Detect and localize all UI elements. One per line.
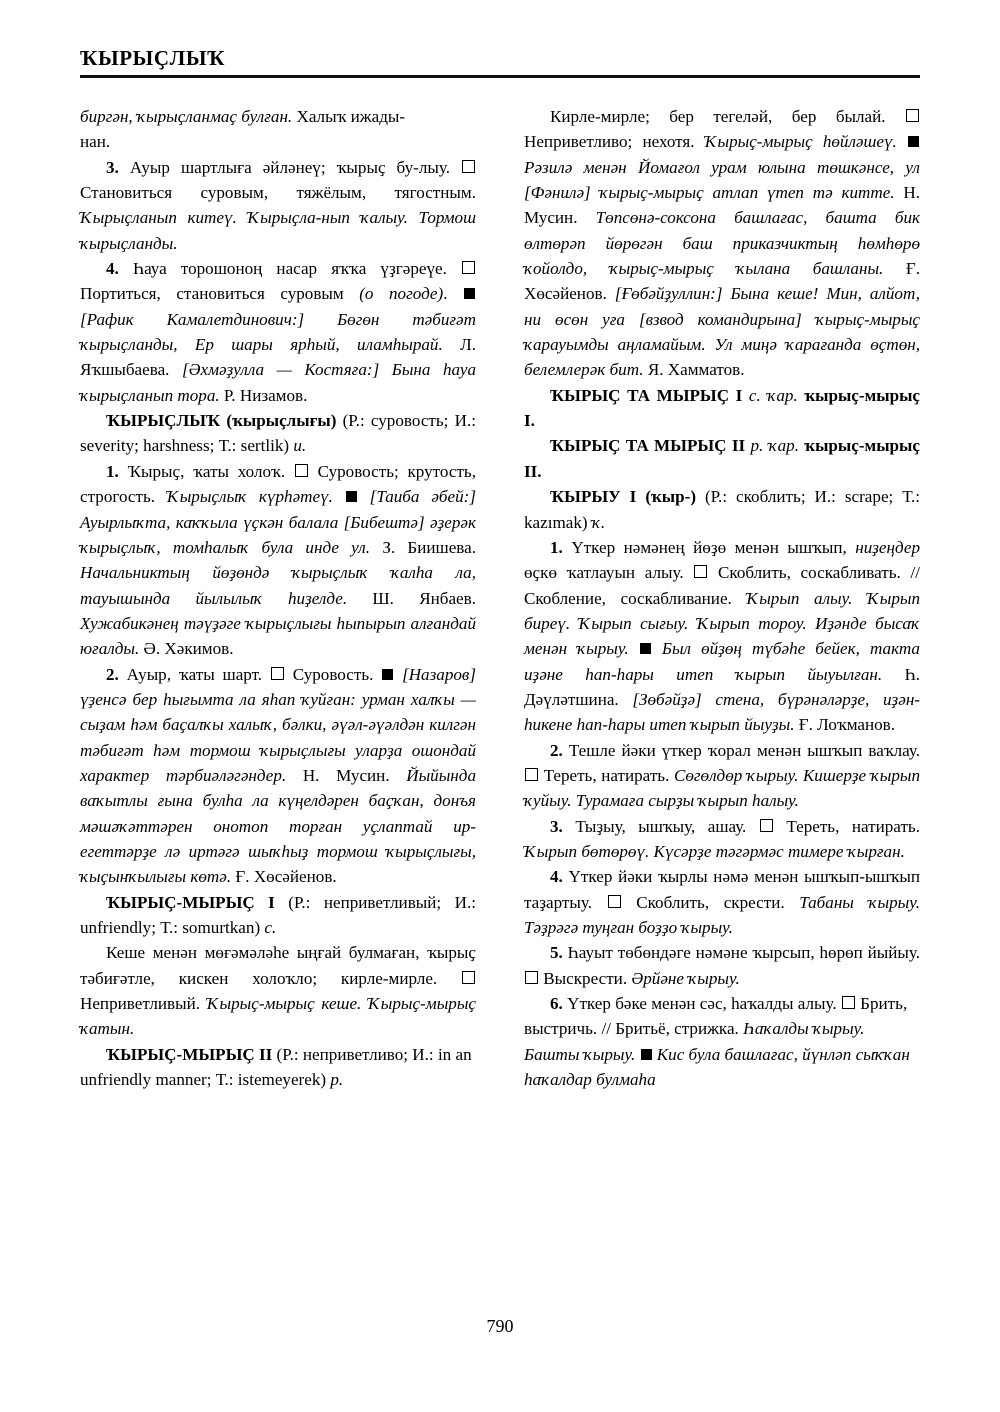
column-left <box>80 104 476 1294</box>
entry-block: ҠЫРЫҪЛЫҠ (ҡырыҫлығы) (Р.: суровость; И.: severity; harshness; Т.: sertlik) и. <box>80 411 476 456</box>
filled-square-marker-icon <box>346 491 357 502</box>
body-columns <box>80 104 920 1294</box>
entry-block: 1. Ҡырыҫ, ҡаты холоҡ. Суровость; крутость, строгость. Ҡырыҫлыҡ күрһәтеү. [Таиба әбей:] Ауырлыҡта, каҡҡыла үҫкән балала [Бибештә] әҙерәк ҡырыҫлыҡ, томһалыҡ була инде ул. З. Биишева. Начальниктың йөҙөндә ҡырыҫлыҡ ҡалһа ла, тауышында йылылыҡ һиҙелде. Ш. Янбаев. Хужабикәнең тәүҙәге ҡырыҫлығы һыпырып алғандай юғалды. Ә. Хәкимов. <box>80 461 476 659</box>
entry-block: ҠЫРЫҪ-МЫРЫҪ II (Р.: неприветливо; И.: in an unfriendly manner; Т.: istemeyerek) р. <box>80 1044 472 1090</box>
entry-block: Кирле-мирле; бер тегеләй, бер былай. Неприветливо; нехотя. Ҡырыҫ-мырыҫ һөйләшеү. Рәзилә менән Йомағол урам юлына төшкәнсе, ул [Фәнилә] ҡырыҫ-мырыҫ атлап үтеп тә китте. Н. Мусин. Төпсөнә-соксона башлағас, башта бик өлтөрәп йөрөгән баш приказчиктың һөмһөрө ҡойолдо, ҡырыҫ-мырыҫ ҡылана башланы. Ғ. Хөсәйенов. [Ғөбәйҙуллин:] Бына кеше! Мин, алйот, ни өсөн уға [взвод командирына] ҡырыҫ-мырыҫ ҡарауымды аңламайым. Ул миңә ҡарағанда өҫтөн, белемлерәк бит. Я. Хамматов. <box>524 107 920 380</box>
entry-block: 4. Үткер йәки ҡырлы нәмә менән ышҡып-ышҡып таҙартыу. Скоблить, скрести. Табаны ҡырыу. Тәҙрәгә туңған боҙҙо ҡырыу. <box>524 867 920 937</box>
open-square-marker-icon <box>462 971 475 984</box>
entry-block: 4. Һауа торошоноң насар яҡҡа үҙгәреүе. Портиться, становиться суровым (о погоде). [Рафик Камалетдинович:] Бөгөн тәбиғәт ҡырыҫланды, Ер шары ярһый, иламһырай. Л. Яҡшыбаева. [Әхмәҙулла — Костяға:] Бына һауа ҡырыҫланып тора. Р. Низамов. <box>80 259 476 405</box>
open-square-marker-icon <box>295 464 308 477</box>
open-square-marker-icon <box>906 109 919 122</box>
open-square-marker-icon <box>842 996 855 1009</box>
entry-block: 2. Тешле йәки үткер ҡорал менән ышҡып ваҡлау. Тереть, натирать. Сөгөлдөр ҡырыу. Кишерҙе ҡырып ҡуйыу. Турамаға сырҙы ҡырып һалыу. <box>524 740 920 811</box>
filled-square-marker-icon <box>641 1049 652 1060</box>
entry-block: 1. Үткер нәмәнең йөҙө менән ышҡып, ниҙеңдер өҫкө ҡатлауын алыу. Скоблить, соскабливать. // Скобление, соскабливание. Ҡырып алыу. Ҡырып биреү. Ҡырып сығыу. Ҡырып тороу. Иҙәнде бысаҡ менән ҡырыу. Был өйҙөң түбәһе бейек, такта иҙәне һап-һары итеп ҡырып йыуылған. Һ. Дәүләтшина. [Зөбәйҙә] стена, бүрәнәләрҙе, иҙән-һикене һап-һары итеп ҡырып йыуҙы. Ғ. Лоҡманов. <box>524 537 921 735</box>
page-number: 790 <box>486 1316 514 1336</box>
entry-block: 3. Ауыр шартлыға әйләнеү; ҡырыҫ бу-лыу. Становиться суровым, тяжёлым, тягостным. Ҡырыҫланып китеү. Ҡырыҫла-нып ҡалыу. Тормош ҡырыҫланды. <box>80 157 476 253</box>
filled-square-marker-icon <box>640 643 651 654</box>
entry-block: ҠЫРЫҪ-МЫРЫҪ I (Р.: неприветливый; И.: unfriendly; Т.: somurtkan) с. <box>80 892 476 937</box>
open-square-marker-icon <box>608 895 621 908</box>
open-square-marker-icon <box>462 261 475 274</box>
entry-block: 5. Һауыт төбөндәге нәмәне ҡырсып, һөрөп йыйыу. Выскрести. Әрйәне ҡырыу. <box>524 940 920 991</box>
filled-square-marker-icon <box>382 669 393 680</box>
open-square-marker-icon <box>525 971 538 984</box>
filled-square-marker-icon <box>464 288 475 299</box>
open-square-marker-icon <box>694 565 707 578</box>
open-square-marker-icon <box>525 768 538 781</box>
entry-block: Кеше менән мөғәмәләһе ыңғай булмаған, ҡырыҫ тәбиғәтле, кискен холоҡло; кирле-мирле. Неприветливый. Ҡырыҫ-мырыҫ кеше. Ҡырыҫ-мырыҫ ҡатын. <box>80 943 476 1039</box>
open-square-marker-icon <box>462 160 475 173</box>
entry-block: 6. Үткер бәке менән сәс, һаҡалды алыу. Брить, выстричь. // Бритьё, стрижка. Һаҡалды ҡырыу. Башты ҡырыу. Кис була башлағас, йүнләп сыҡҡан һаҡалдар булмаһа <box>524 994 910 1090</box>
entry-block: биргән, ҡырыҫланмаҫ булған. Халыҡ ижады- нан. <box>80 107 406 152</box>
running-head-area <box>80 46 920 78</box>
column-right <box>524 104 920 1294</box>
entry-block: 2. Ауыр, ҡаты шарт. Суровость. [Назаров] үҙенсә бер һығымта ла яһап ҡуйған: урман халҡы — сыҙам һәм баҫалҡы халыҡ, бәлки, әүәл-әүәлдән килгән тәбиғәт һәм тормош ҡырыҫлығы уларҙа ошондай характер тәрбиәләгәндер. Н. Мусин. Йыйында ваҡытлы ғына булһа ла күңелдәрен баҫҡан, донъя мәшәҡәттәрен онотоп торған уҫлаптай ир-егеттәрҙе лә иртәгә шыҡһыҙ тормош ҡырыҫлығы, ҡыҫынҡылығы көтә. Ғ. Хөсәйенов. <box>80 664 476 887</box>
running-head: ҠЫРЫҪЛЫҠ <box>80 46 226 70</box>
entry-block: 3. Тыҙыу, ышҡыу, ашау. Тереть, натирать. Ҡырып бөтөрөү. Күсәрҙе тәгәрмәс тимере ҡырған. <box>524 816 920 861</box>
header-rule <box>80 75 920 78</box>
open-square-marker-icon <box>760 819 773 832</box>
filled-square-marker-icon <box>908 136 919 147</box>
open-square-marker-icon <box>271 667 284 680</box>
entry-block: ҠЫРЫУ I (ҡыр-) (Р.: скоблить; И.: scrape; Т.: kazımak) ҡ. <box>524 487 920 532</box>
entry-block: ҠЫРЫҪ ТА МЫРЫҪ I с. ҡар. ҡырыҫ-мырыҫ I. <box>524 385 921 431</box>
entry-block: ҠЫРЫҪ ТА МЫРЫҪ II р. ҡар. ҡырыҫ-мырыҫ II. <box>524 436 920 481</box>
